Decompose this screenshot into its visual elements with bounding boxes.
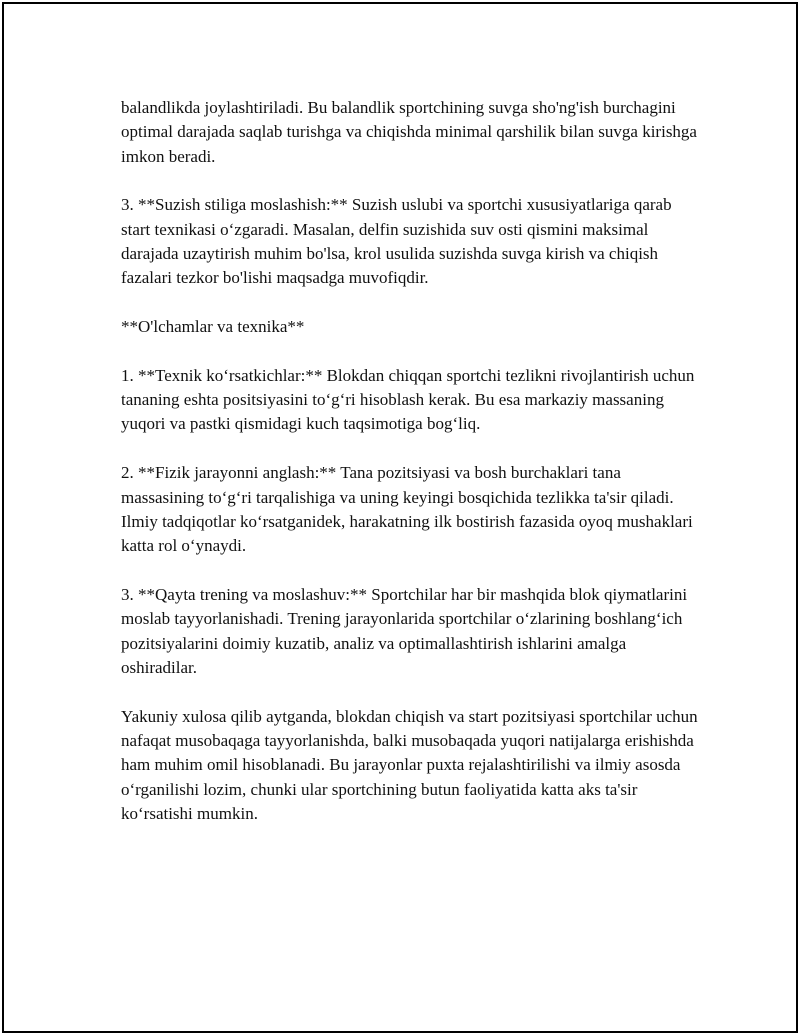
- paragraph-technical-indicators: 1. **Texnik ko‘rsatkichlar:** Blokdan chiqqan sportchi tezlikni rivojlantirish uchun tananing eshta positsiyasini to‘g‘ri hisoblash kerak. Bu esa markaziy massaning yuqori va pastki qismidagi kuch taqsimotiga bog‘liq.: [121, 365, 695, 434]
- document-body: [121, 96, 701, 851]
- paragraph-intro-continuation: balandlikda joylashtiriladi. Bu balandlik sportchining suvga sho'ng'ish burchagini optimal darajada saqlab turishga va chiqishda minimal qarshilik bilan suvga kirishga imkon beradi.: [121, 98, 697, 166]
- paragraph-conclusion: Yakuniy xulosa qilib aytganda, blokdan chiqish va start pozitsiyasi sportchilar uchun nafaqat musobaqaga tayyorlanishda, balki musobaqada yuqori natijalarga erishishda ham muhim omil hisoblanadi. Bu jarayonlar puxta rejalashtirilishi va ilmiy asosda o‘rganilishi lozim, chunki ular sportchining butun faoliyatida katta aks ta'sir ko‘rsatishi mumkin.: [121, 706, 698, 823]
- section-heading: **O'lchamlar va texnika**: [121, 317, 305, 337]
- paragraph-retraining: 3. **Qayta trening va moslashuv:** Sportchilar har bir mashqida blok qiymatlarini moslab tayyorlanishadi. Trening jarayonlarida sportchilar o‘zlarining boshlang‘ich pozitsiyalarini doimiy kuzatib, analiz va optimallashtirish ishlarini amalga oshiradilar.: [121, 584, 688, 677]
- paragraph-swim-style: 3. **Suzish stiliga moslashish:** Suzish uslubi va sportchi xususiyatlariga qarab start texnikasi o‘zgaradi. Masalan, delfin suzishida suv osti qismini maksimal darajada uzaytirish muhim bo'lsa, krol usulida suzishda suvga kirish va chiqish fazalari tezkor bo'lishi maqsadga muvofiqdir.: [121, 195, 672, 288]
- page-frame: [2, 2, 798, 1033]
- paragraph-physical-process: 2. **Fizik jarayonni anglash:** Tana pozitsiyasi va bosh burchaklari tana massasining to‘g‘ri tarqalishiga va uning keyingi bosqichida tezlikka ta'sir qiladi. Ilmiy tadqiqotlar ko‘rsatganidek, harakatning ilk bostirish fazasida oyoq mushaklari katta rol o‘ynaydi.: [121, 463, 693, 556]
